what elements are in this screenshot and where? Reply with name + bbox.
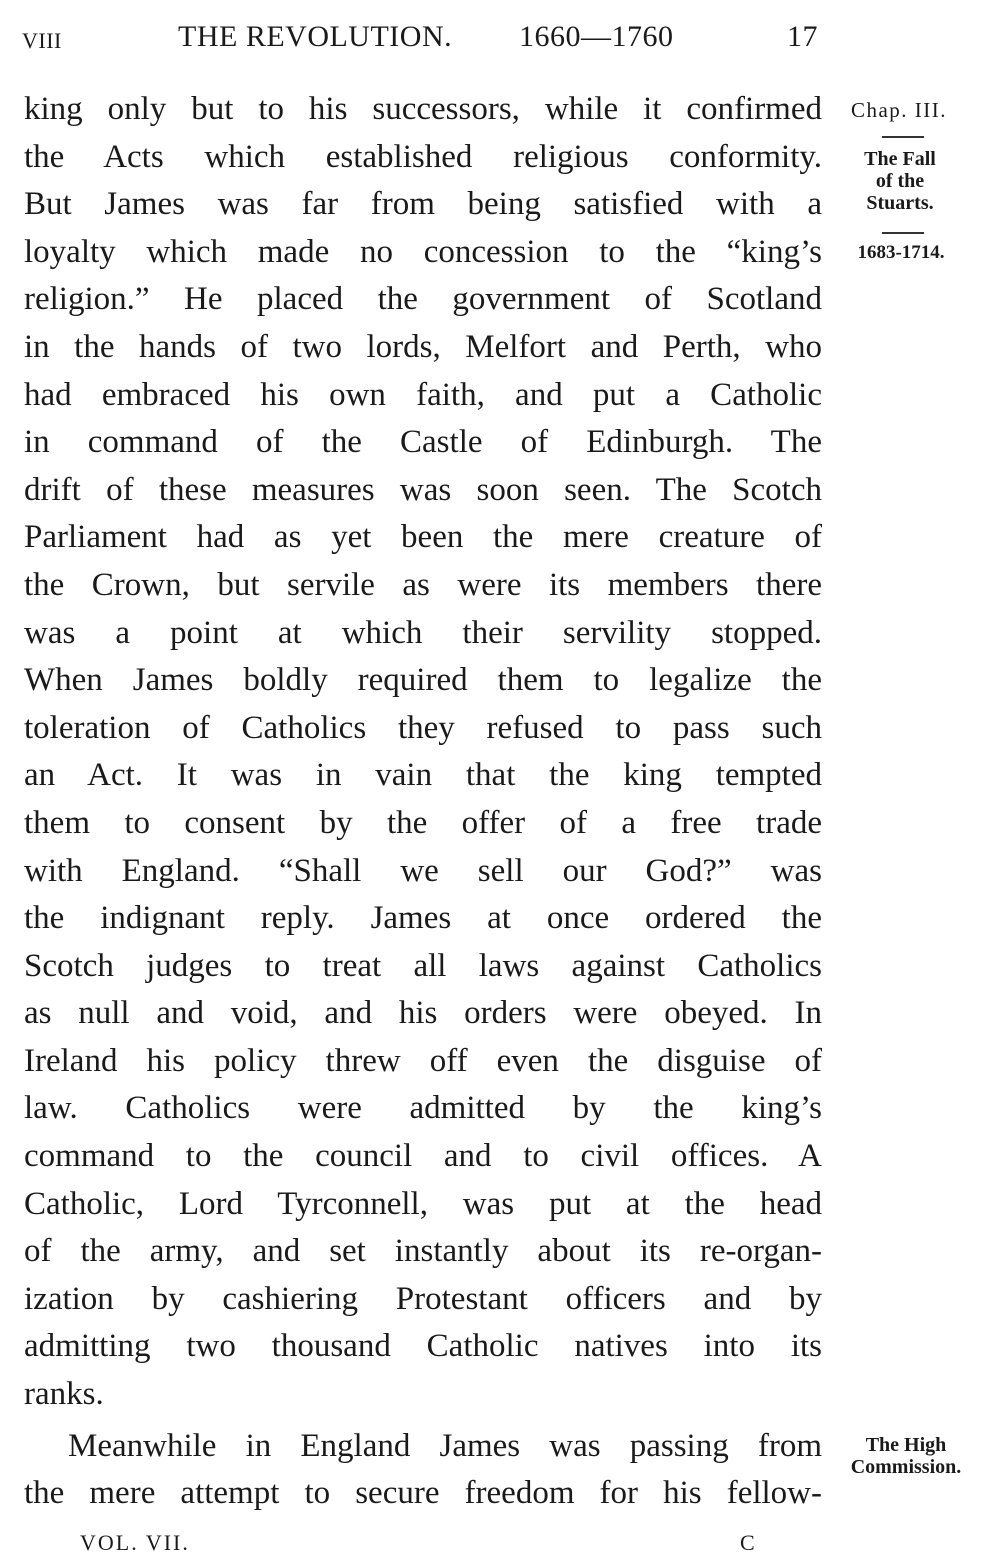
text-line: Scotch judges to treat all laws against Catholics [24,947,822,984]
text-line: Meanwhile in England James was passing from [68,1427,822,1464]
margin-chapter: Chap. III. [850,98,948,122]
text-line: ization by cashiering Protestant officers and by [24,1280,822,1317]
margin-side-note-line: Commission. [850,1456,962,1478]
page-number: 17 [787,20,818,53]
text-line: the Crown, but servile as were its members there [24,566,822,603]
running-dates: 1660—1760 [519,20,674,53]
margin-side-note [832,1434,980,1478]
margin-rule [882,136,924,138]
text-line: drift of these measures was soon seen. The Scotch [24,471,822,508]
book-number: VIII [22,28,62,53]
text-line: the mere attempt to secure freedom for his fellow- [24,1475,822,1512]
margin-section-line: of the [875,170,925,192]
text-line: them to consent by the offer of a free trade [24,804,822,841]
signature-left: VOL. VII. [80,1530,190,1555]
signature-right: C [740,1530,757,1555]
text-line: was a point at which their servility stopped. [24,614,822,651]
margin-years: 1683-1714. [857,242,945,263]
footer-signature [80,1526,860,1555]
text-line: religion.” He placed the government of Scotland [24,281,822,318]
text-line: But James was far from being satisfied with a [24,186,822,223]
text-line: Ireland his policy threw off even the disguise of [24,1042,822,1079]
text-line: king only but to his successors, while it confirmed [24,91,822,127]
text-line: with England. “Shall we sell our God?” was [24,852,822,889]
text-line: in the hands of two lords, Melfort and Perth, who [24,328,822,365]
paragraph-1 [24,86,822,1419]
text-line: law. Catholics were admitted by the king’s [24,1090,822,1127]
text-line: Catholic, Lord Tyrconnell, was put at the head [24,1185,822,1222]
text-line: command to the council and to civil offices. A [24,1138,822,1175]
text-line: Parliament had as yet been the mere creature of [24,519,822,556]
margin-section-title [844,148,956,214]
text-line: ranks. [24,1376,104,1413]
text-line: loyalty which made no concession to the “king’s [24,233,822,270]
text-line: toleration of Catholics they refused to pass such [24,709,822,746]
margin-section-line: Stuarts. [866,192,934,214]
body-text [24,86,822,1518]
text-line: When James boldly required them to legalize the [24,662,822,699]
text-line: the Acts which established religious conformity. [24,138,822,175]
text-line: as null and void, and his orders were obeyed. In [24,995,822,1032]
text-line: had embraced his own faith, and put a Catholic [24,376,822,413]
running-header [0,16,1000,60]
text-line: admitting two thousand Catholic natives into its [24,1328,822,1365]
running-title: THE REVOLUTION. [178,20,453,53]
margin-side-note-line: The High [865,1434,947,1456]
paragraph-2 [24,1423,822,1518]
margin-section-line: The Fall [864,148,936,170]
text-line: in command of the Castle of Edinburgh. The [24,424,822,461]
text-line: an Act. It was in vain that the king tempted [24,757,822,794]
margin-rule [882,232,924,234]
text-line: of the army, and set instantly about its re-organ- [24,1233,822,1270]
text-line: the indignant reply. James at once ordered the [24,900,822,937]
